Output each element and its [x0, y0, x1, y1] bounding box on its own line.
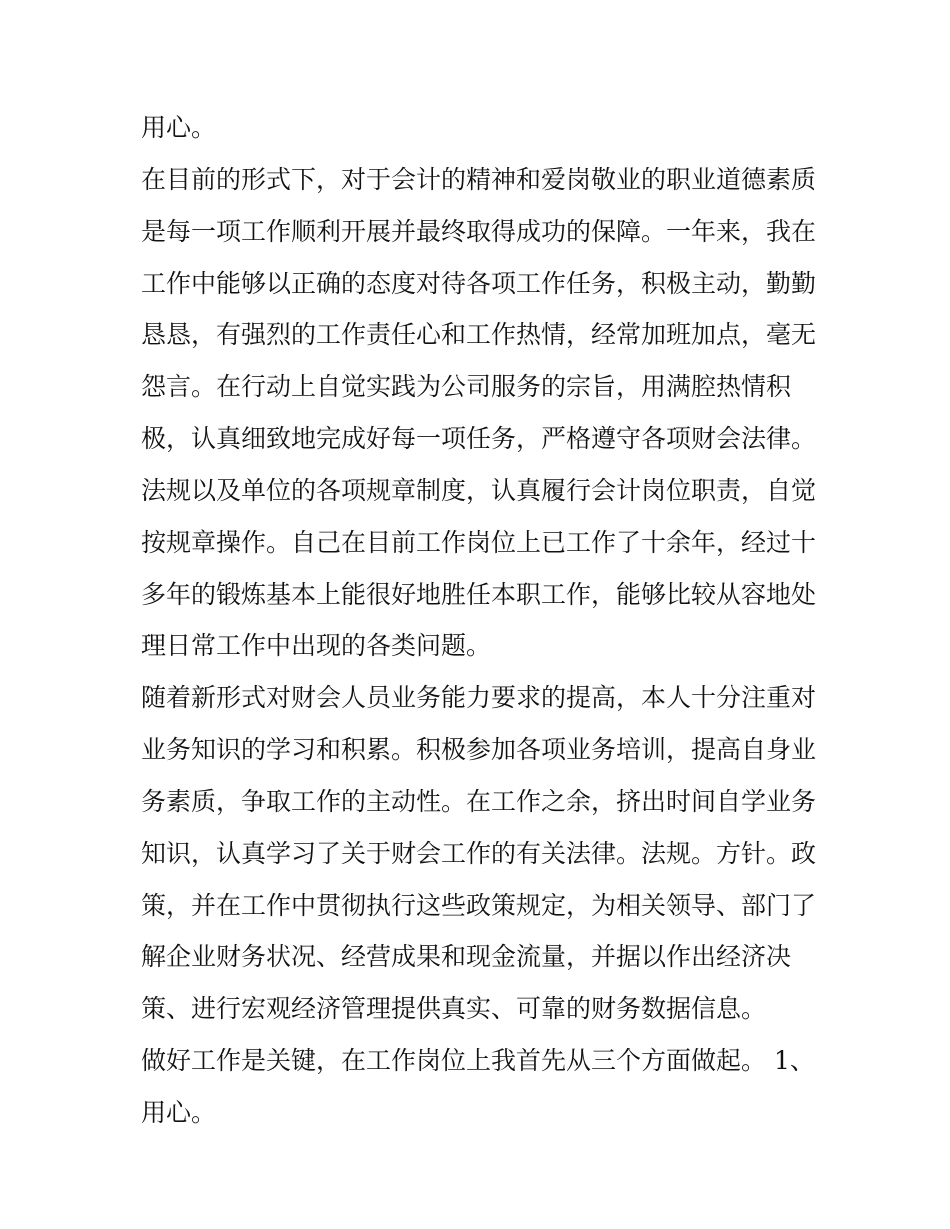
- text-line: 按规章操作。自己在目前工作岗位上已工作了十余年，经过十: [141, 528, 817, 557]
- text-line: 多年的锻炼基本上能很好地胜任本职工作，能够比较从容地处: [141, 580, 817, 609]
- text-line: 工作中能够以正确的态度对待各项工作任务，积极主动，勤勤: [141, 269, 817, 298]
- text-line: 极，认真细致地完成好每一项任务，严格遵守各项财会法律。: [141, 424, 817, 453]
- text-line: 业务知识的学习和积累。积极参加各项业务培训，提高自身业: [141, 735, 817, 764]
- text-line: 随着新形式对财会人员业务能力要求的提高，本人十分注重对: [141, 683, 817, 712]
- text-line: 在目前的形式下，对于会计的精神和爱岗敬业的职业道德素质: [141, 165, 817, 194]
- text-line: 策、进行宏观经济管理提供真实、可靠的财务数据信息。: [141, 994, 767, 1023]
- text-line: 务素质，争取工作的主动性。在工作之余，挤出时间自学业务: [141, 787, 817, 816]
- text-line: 怨言。在行动上自觉实践为公司服务的宗旨，用满腔热情积: [141, 372, 792, 401]
- text-line: 用心。: [141, 113, 217, 142]
- text-line: 解企业财务状况、经营成果和现金流量，并据以作出经济决: [141, 942, 792, 971]
- text-line: 做好工作是关键，在工作岗位上我首先从三个方面做起。 1、: [141, 1046, 815, 1075]
- text-line: 恳恳，有强烈的工作责任心和工作热情，经常加班加点，毫无: [141, 320, 817, 349]
- text-line: 是每一项工作顺利开展并最终取得成功的保障。一年来，我在: [141, 217, 817, 246]
- text-line: 策，并在工作中贯彻执行这些政策规定，为相关领导、部门了: [141, 891, 817, 920]
- text-line: 法规以及单位的各项规章制度，认真履行会计岗位职责，自觉: [141, 476, 817, 505]
- text-line: 理日常工作中出现的各类问题。: [141, 631, 492, 660]
- text-line: 知识，认真学习了关于财会工作的有关法律。法规。方针。政: [141, 839, 817, 868]
- text-line: 用心。: [141, 1098, 217, 1127]
